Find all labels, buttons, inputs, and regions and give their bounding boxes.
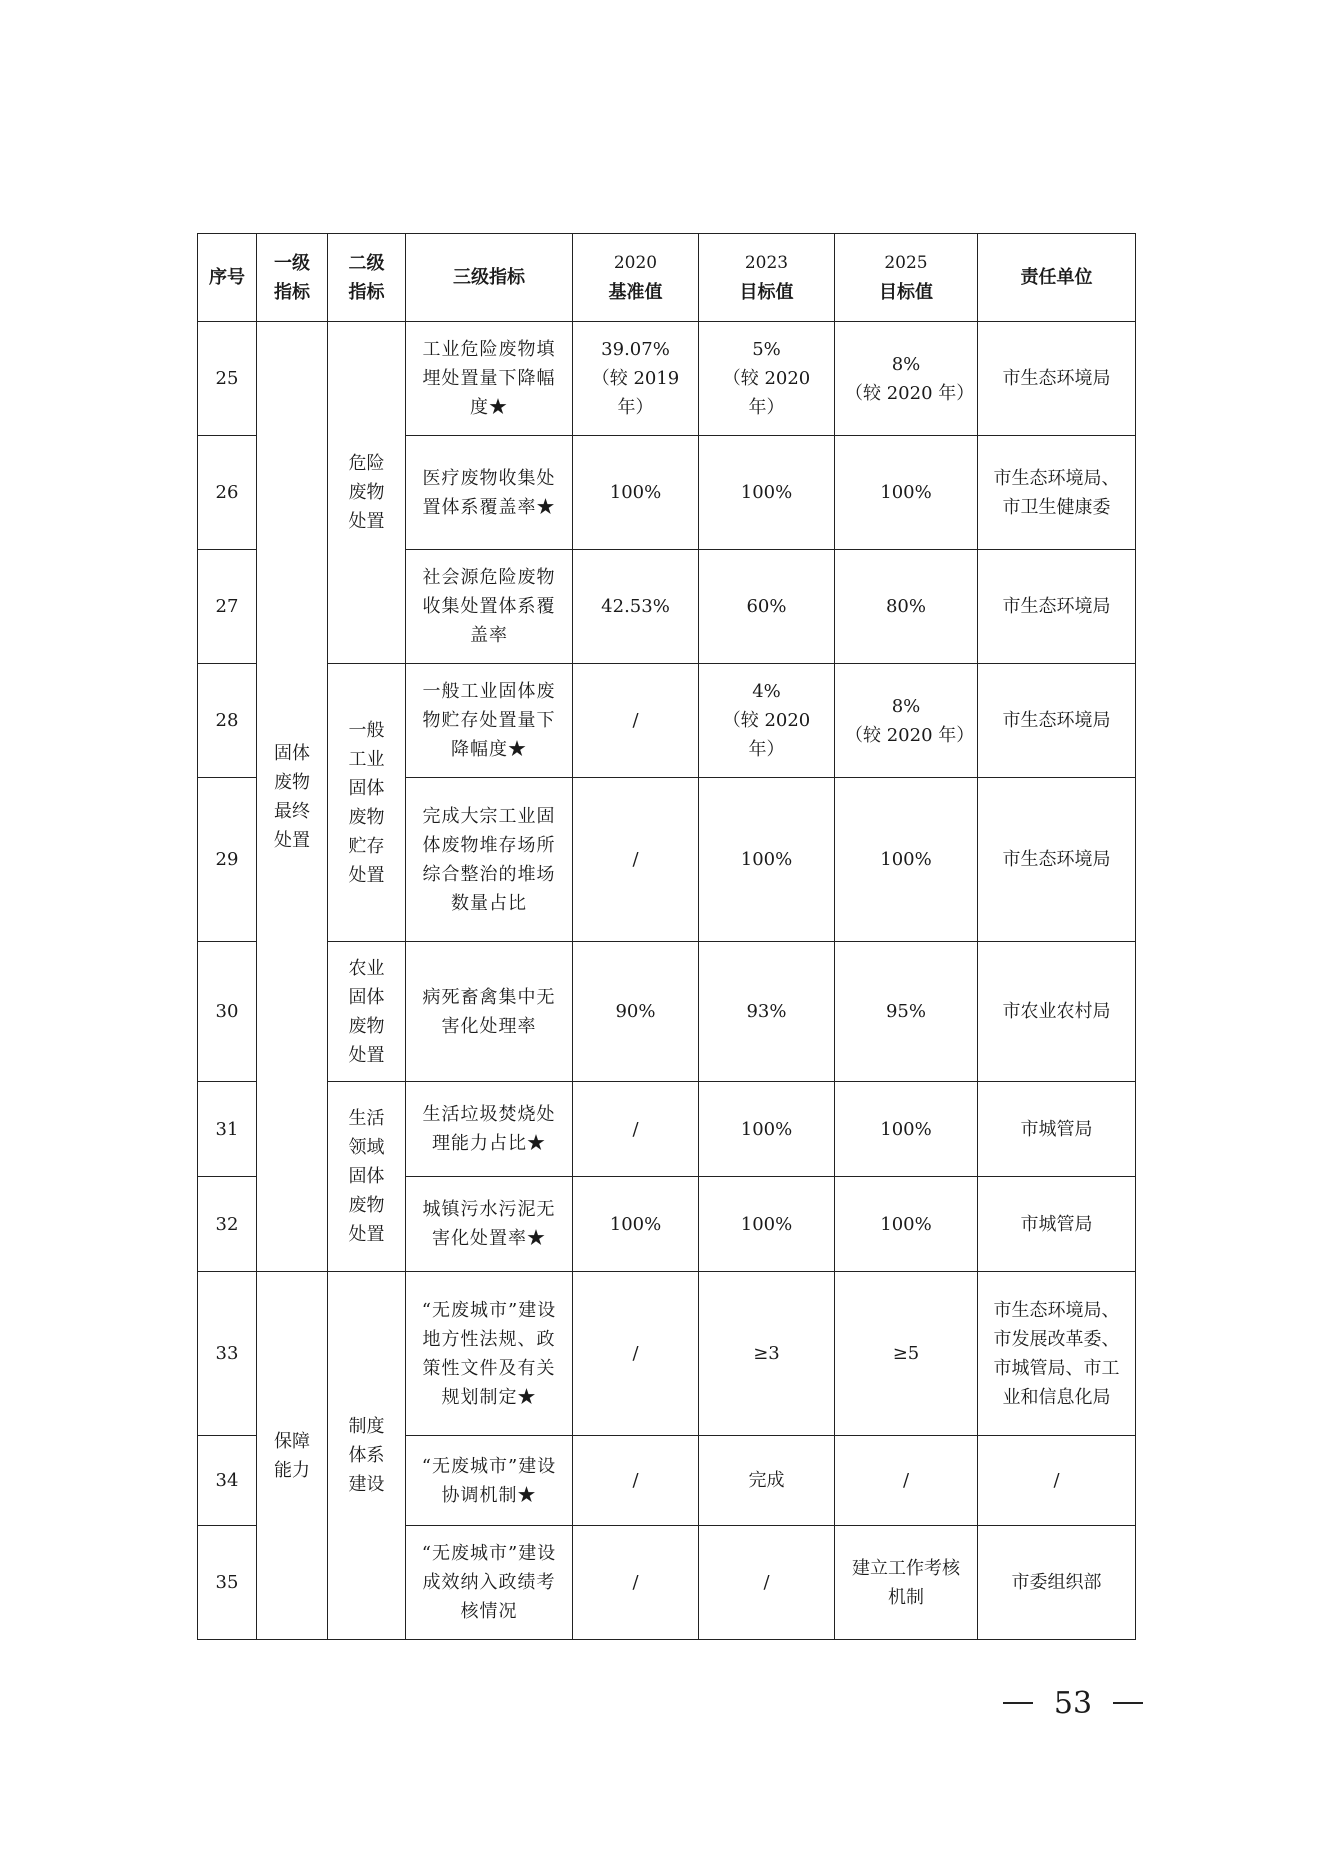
target-2023 xyxy=(699,664,835,778)
cell-line: 农业 xyxy=(348,957,385,979)
cell-line: 制度 xyxy=(348,1416,385,1437)
level3-indicator xyxy=(406,778,573,942)
table-body xyxy=(198,322,1136,1640)
header-level3: 三级指标 xyxy=(406,234,573,322)
base-value xyxy=(573,942,699,1082)
cell-line: 90% xyxy=(615,1001,656,1022)
cell-line: 规划制定★ xyxy=(441,1386,537,1408)
row-seq: 30 xyxy=(198,942,257,1082)
cell-line: 处置 xyxy=(348,864,385,886)
cell-line: 害化处理率 xyxy=(441,1015,537,1037)
cell-line: （较 2020 年） xyxy=(845,382,975,404)
base-value xyxy=(573,1272,699,1436)
cell-line: 市生态环境局 xyxy=(1002,368,1111,389)
cell-line: 社会源危险废物 xyxy=(422,567,556,588)
cell-line: 建设 xyxy=(348,1474,385,1495)
cell-line: / xyxy=(763,1572,770,1593)
table-row xyxy=(198,1272,1136,1436)
page-number-dash-right xyxy=(1113,1702,1143,1704)
level2-indicator xyxy=(328,942,406,1082)
cell-line: 领域 xyxy=(348,1137,385,1158)
cell-line: ≥5 xyxy=(892,1343,920,1364)
cell-line: / xyxy=(632,1118,639,1140)
cell-line: 市生态环境局 xyxy=(1002,849,1111,870)
level1-indicator xyxy=(257,1272,328,1640)
responsible-unit xyxy=(978,1526,1136,1640)
header-level2: 二级 指标 xyxy=(328,234,406,322)
responsible-unit xyxy=(978,1177,1136,1272)
cell-line: 100% xyxy=(740,482,793,503)
target-2023 xyxy=(699,1272,835,1436)
cell-line: 废物 xyxy=(348,482,385,503)
cell-line: （较 2019 年） xyxy=(591,368,680,418)
table-row xyxy=(198,322,1136,436)
cell-line: 100% xyxy=(880,1118,932,1140)
cell-line: 工业危险废物填 xyxy=(422,339,556,360)
level3-indicator xyxy=(406,1436,573,1526)
cell-line: 体废物堆存场所 xyxy=(422,834,556,856)
row-seq: 31 xyxy=(198,1082,257,1177)
table-row xyxy=(198,1082,1136,1177)
cell-line: 市城管局 xyxy=(1020,1118,1093,1140)
level1-indicator xyxy=(257,322,328,1272)
cell-line: 地方性法规、政 xyxy=(422,1328,556,1350)
row-seq: 35 xyxy=(198,1526,257,1640)
page-number xyxy=(1003,1683,1143,1723)
cell-line: 固体 xyxy=(348,777,385,799)
cell-line: 市生态环境局 xyxy=(1002,710,1111,731)
cell-line: 置体系覆盖率★ xyxy=(422,496,556,518)
cell-line: 危险 xyxy=(348,453,385,474)
row-seq: 28 xyxy=(198,664,257,778)
cell-line: 完成大宗工业固 xyxy=(422,805,556,827)
target-2023 xyxy=(699,1526,835,1640)
level3-indicator xyxy=(406,942,573,1082)
target-2025 xyxy=(835,436,978,550)
target-2025 xyxy=(835,322,978,436)
cell-line: 业和信息化局 xyxy=(1002,1386,1111,1408)
cell-line: 市卫生健康委 xyxy=(1002,496,1111,518)
cell-line: / xyxy=(632,849,639,870)
table-row xyxy=(198,664,1136,778)
row-seq: 29 xyxy=(198,778,257,942)
base-value xyxy=(573,322,699,436)
level3-indicator xyxy=(406,1082,573,1177)
cell-line: 100% xyxy=(740,1118,793,1140)
cell-line: 固体 xyxy=(274,742,310,764)
target-2025 xyxy=(835,1272,978,1436)
cell-line: / xyxy=(902,1470,910,1491)
header-target-2025: 2025 目标值 xyxy=(835,234,978,322)
row-seq: 26 xyxy=(198,436,257,550)
target-2023 xyxy=(699,436,835,550)
target-2025 xyxy=(835,1177,978,1272)
row-seq: 25 xyxy=(198,322,257,436)
header-row xyxy=(198,234,1136,322)
table-row xyxy=(198,942,1136,1082)
cell-line: 80% xyxy=(885,596,926,617)
cell-line: 固体 xyxy=(348,1166,385,1187)
cell-line: 成效纳入政绩考 xyxy=(422,1572,556,1593)
target-2023 xyxy=(699,1177,835,1272)
header-target-2023: 2023 目标值 xyxy=(699,234,835,322)
cell-line: 降幅度★ xyxy=(451,739,527,760)
row-seq: 32 xyxy=(198,1177,257,1272)
cell-line: “无废城市”建设 xyxy=(421,1299,557,1321)
target-2025 xyxy=(835,1526,978,1640)
target-2025 xyxy=(835,664,978,778)
cell-line: 度★ xyxy=(470,397,508,418)
responsible-unit xyxy=(978,1082,1136,1177)
responsible-unit xyxy=(978,778,1136,942)
base-value xyxy=(573,778,699,942)
cell-line: 100% xyxy=(609,482,662,503)
cell-line: 100% xyxy=(740,849,793,870)
responsible-unit xyxy=(978,1436,1136,1526)
cell-line: 理能力占比★ xyxy=(432,1133,546,1154)
cell-line: “无废城市”建设 xyxy=(421,1455,557,1477)
header-level1: 一级 指标 xyxy=(257,234,328,322)
cell-line: 病死畜禽集中无 xyxy=(422,986,556,1008)
cell-line: 市城管局、市工 xyxy=(993,1357,1120,1379)
base-value xyxy=(573,550,699,664)
level3-indicator xyxy=(406,1177,573,1272)
cell-line: 害化处置率★ xyxy=(432,1228,546,1249)
cell-line: 固体 xyxy=(348,986,385,1008)
cell-line: 市生态环境局、 xyxy=(993,467,1120,489)
cell-line: 100% xyxy=(740,1213,793,1235)
cell-line: 贮存 xyxy=(348,835,385,857)
cell-line: 处置 xyxy=(274,829,310,851)
cell-line: / xyxy=(1053,1470,1060,1491)
cell-line: 完成 xyxy=(748,1470,785,1491)
cell-line: 4% xyxy=(752,681,781,702)
cell-line: 建立工作考核 xyxy=(852,1557,960,1579)
cell-line: 废物 xyxy=(348,1015,385,1037)
cell-line: 市发展改革委、 xyxy=(993,1328,1120,1350)
cell-line: 5% xyxy=(752,339,781,360)
base-value xyxy=(573,664,699,778)
cell-line: 保障 xyxy=(274,1430,310,1452)
cell-line: 数量占比 xyxy=(451,892,527,914)
cell-line: 处置 xyxy=(348,511,385,532)
row-seq: 33 xyxy=(198,1272,257,1436)
cell-line: 体系 xyxy=(348,1445,385,1466)
cell-line: 协调机制★ xyxy=(441,1484,537,1506)
level2-indicator xyxy=(328,1082,406,1272)
responsible-unit xyxy=(978,550,1136,664)
base-value xyxy=(573,1082,699,1177)
cell-line: 市农业农村局 xyxy=(1002,1001,1111,1022)
cell-line: 60% xyxy=(746,596,787,617)
level3-indicator xyxy=(406,1526,573,1640)
target-2025 xyxy=(835,550,978,664)
responsible-unit xyxy=(978,436,1136,550)
page-number-dash-left xyxy=(1003,1702,1033,1704)
cell-line: 市生态环境局、 xyxy=(993,1299,1120,1321)
target-2023 xyxy=(699,1082,835,1177)
base-value xyxy=(573,436,699,550)
cell-line: 废物 xyxy=(348,1195,385,1216)
cell-line: 工业 xyxy=(348,748,385,770)
cell-line: 生活垃圾焚烧处 xyxy=(422,1104,556,1125)
row-seq: 34 xyxy=(198,1436,257,1526)
cell-line: 一般 xyxy=(348,719,385,741)
responsible-unit xyxy=(978,322,1136,436)
page-number-text: 53 xyxy=(1053,1685,1093,1721)
cell-line: 100% xyxy=(609,1213,662,1235)
cell-line: 市城管局 xyxy=(1020,1213,1093,1235)
level3-indicator xyxy=(406,664,573,778)
cell-line: ≥3 xyxy=(753,1343,780,1364)
cell-line: 核情况 xyxy=(460,1601,518,1622)
cell-line: 策性文件及有关 xyxy=(422,1357,556,1379)
cell-line: / xyxy=(632,710,639,731)
cell-line: 能力 xyxy=(274,1459,310,1481)
cell-line: 100% xyxy=(880,482,932,503)
responsible-unit xyxy=(978,1272,1136,1436)
cell-line: / xyxy=(632,1470,639,1491)
cell-line: 95% xyxy=(885,1001,926,1022)
level3-indicator xyxy=(406,1272,573,1436)
cell-line: 39.07% xyxy=(601,339,670,360)
target-2025 xyxy=(835,1436,978,1526)
target-2023 xyxy=(699,1436,835,1526)
header-base: 2020 基准值 xyxy=(573,234,699,322)
base-value xyxy=(573,1177,699,1272)
cell-line: 废物 xyxy=(274,771,310,793)
responsible-unit xyxy=(978,942,1136,1082)
cell-line: 一般工业固体废 xyxy=(422,681,556,702)
cell-line: 综合整治的堆场 xyxy=(422,863,556,885)
cell-line: / xyxy=(632,1572,639,1593)
cell-line: 收集处置体系覆 xyxy=(422,596,556,617)
target-2023 xyxy=(699,322,835,436)
cell-line: / xyxy=(632,1343,639,1364)
cell-line: 8% xyxy=(891,353,921,375)
level3-indicator xyxy=(406,436,573,550)
cell-line: 处置 xyxy=(348,1044,385,1066)
level2-indicator xyxy=(328,664,406,942)
cell-line: （较 2020 年） xyxy=(845,724,975,746)
cell-line: （较 2020 年） xyxy=(722,368,811,418)
cell-line: 医疗废物收集处 xyxy=(422,467,556,489)
cell-line: 最终 xyxy=(274,800,310,822)
cell-line: 市委组织部 xyxy=(1011,1572,1102,1593)
cell-line: 100% xyxy=(880,1213,932,1235)
target-2023 xyxy=(699,550,835,664)
target-2025 xyxy=(835,778,978,942)
cell-line: 机制 xyxy=(888,1586,924,1608)
cell-line: 盖率 xyxy=(470,625,508,646)
responsible-unit xyxy=(978,664,1136,778)
target-2023 xyxy=(699,778,835,942)
header-unit: 责任单位 xyxy=(978,234,1136,322)
base-value xyxy=(573,1526,699,1640)
cell-line: 100% xyxy=(880,849,932,870)
level3-indicator xyxy=(406,550,573,664)
indicator-table xyxy=(197,233,1136,1640)
row-seq: 27 xyxy=(198,550,257,664)
target-2025 xyxy=(835,942,978,1082)
target-2023 xyxy=(699,942,835,1082)
cell-line: 城镇污水污泥无 xyxy=(422,1199,556,1220)
target-2025 xyxy=(835,1082,978,1177)
level2-indicator xyxy=(328,322,406,664)
cell-line: 物贮存处置量下 xyxy=(422,710,556,731)
cell-line: 埋处置量下降幅 xyxy=(422,368,556,389)
cell-line: “无废城市”建设 xyxy=(421,1543,557,1564)
base-value xyxy=(573,1436,699,1526)
cell-line: （较 2020 年） xyxy=(722,710,811,760)
header-seq: 序号 xyxy=(198,234,257,322)
cell-line: 93% xyxy=(746,1001,787,1022)
cell-line: 42.53% xyxy=(601,596,670,617)
cell-line: 废物 xyxy=(348,806,385,828)
level2-indicator xyxy=(328,1272,406,1640)
cell-line: 生活 xyxy=(348,1108,385,1129)
cell-line: 8% xyxy=(891,695,921,717)
cell-line: 市生态环境局 xyxy=(1002,596,1111,617)
cell-line: 处置 xyxy=(348,1224,385,1245)
level3-indicator xyxy=(406,322,573,436)
